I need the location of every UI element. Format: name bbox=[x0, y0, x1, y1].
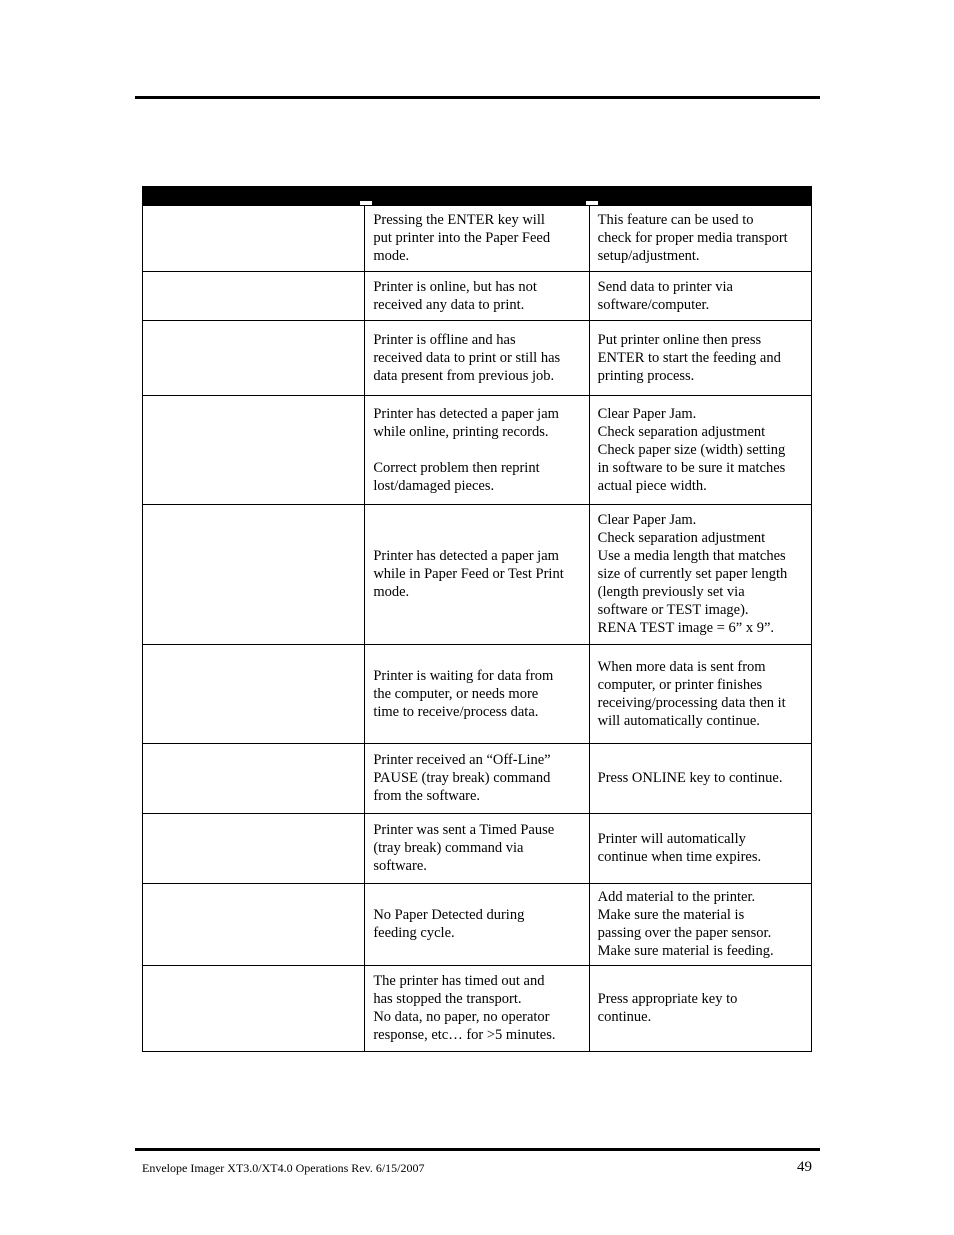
cause-cell bbox=[365, 505, 589, 645]
cause-text-line: No Paper Detected during bbox=[373, 907, 525, 923]
cause-text-line: lost/damaged pieces. bbox=[373, 477, 495, 494]
solution-cell bbox=[589, 814, 811, 884]
solution-cell bbox=[589, 645, 811, 744]
cause-text-line: Printer is waiting for data from bbox=[373, 667, 554, 684]
solution-cell bbox=[589, 272, 811, 321]
solution-text-line: Put printer online then press bbox=[597, 331, 762, 348]
solution-text-line: software or TEST image). bbox=[597, 602, 749, 618]
solution-text-line: will automatically continue. bbox=[597, 712, 760, 729]
solution-cell bbox=[589, 966, 811, 1052]
table-row bbox=[143, 206, 812, 272]
solution-text-line: Clear Paper Jam. bbox=[597, 512, 697, 528]
solution-text-line: continue when time expires. bbox=[597, 849, 762, 865]
solution-text-line: Check paper size (width) setting bbox=[597, 441, 786, 458]
table-body bbox=[143, 206, 812, 1052]
solution-text-line: receiving/processing data then it bbox=[597, 694, 786, 711]
table-header-bar bbox=[142, 186, 812, 206]
cause-text-line: data present from previous job. bbox=[373, 367, 555, 384]
cause-cell bbox=[365, 272, 589, 321]
condition-cell bbox=[143, 645, 365, 744]
cause-cell bbox=[365, 966, 589, 1052]
cause-text-line: (tray break) command via bbox=[373, 840, 524, 856]
cause-text-line: received any data to print. bbox=[373, 296, 525, 313]
solution-text-line: actual piece width. bbox=[597, 477, 707, 494]
condition-cell bbox=[143, 966, 365, 1052]
footer-rule bbox=[135, 1148, 820, 1151]
cause-text-line: response, etc… for >5 minutes. bbox=[373, 1027, 556, 1043]
solution-cell bbox=[589, 206, 811, 272]
solution-text-line: check for proper media transport bbox=[597, 230, 788, 246]
solution-text-line: Make sure the material is bbox=[597, 907, 745, 923]
cause-text-line: Printer received an “Off-Line” bbox=[373, 752, 551, 768]
cause-text-line: Printer is offline and has bbox=[373, 331, 516, 348]
solution-text-line: When more data is sent from bbox=[597, 658, 766, 675]
condition-cell bbox=[143, 505, 365, 645]
solution-text-line: Make sure material is feeding. bbox=[597, 943, 774, 959]
cause-text-line: time to receive/process data. bbox=[373, 703, 539, 720]
cause-text-line: No data, no paper, no operator bbox=[373, 1009, 550, 1025]
cause-text-line: feeding cycle. bbox=[373, 925, 455, 941]
cause-text-line: while online, printing records. bbox=[373, 423, 549, 440]
solution-text-line: printing process. bbox=[597, 367, 695, 384]
cause-text-line: the computer, or needs more bbox=[373, 685, 539, 702]
cause-text-line: while in Paper Feed or Test Print bbox=[373, 566, 564, 582]
solution-text-line: Press appropriate key to bbox=[597, 991, 738, 1007]
cause-text-line: Correct problem then reprint bbox=[373, 459, 540, 476]
solution-text-line: Printer will automatically bbox=[597, 831, 746, 847]
condition-cell bbox=[143, 206, 365, 272]
table-row bbox=[143, 884, 812, 966]
cause-text-line: put printer into the Paper Feed bbox=[373, 230, 551, 246]
table-row bbox=[143, 396, 812, 505]
solution-text-line: computer, or printer finishes bbox=[597, 676, 763, 693]
cause-text-line: The printer has timed out and bbox=[373, 973, 545, 989]
page-number: 49 bbox=[797, 1159, 812, 1175]
cause-cell bbox=[365, 744, 589, 814]
table-row bbox=[143, 744, 812, 814]
solution-text-line: This feature can be used to bbox=[597, 212, 754, 228]
solution-cell bbox=[589, 884, 811, 966]
condition-cell bbox=[143, 814, 365, 884]
cause-text-line: has stopped the transport. bbox=[373, 991, 522, 1007]
solution-cell bbox=[589, 321, 811, 396]
condition-cell bbox=[143, 321, 365, 396]
cause-text-line: mode. bbox=[373, 248, 410, 264]
cause-cell bbox=[365, 321, 589, 396]
condition-cell bbox=[143, 396, 365, 505]
solution-text-line: Add material to the printer. bbox=[597, 889, 756, 905]
solution-text-line: in software to be sure it matches bbox=[597, 459, 786, 476]
cause-cell bbox=[365, 884, 589, 966]
table-row bbox=[143, 505, 812, 645]
solution-text-line: Check separation adjustment bbox=[597, 423, 766, 440]
solution-text-line: passing over the paper sensor. bbox=[597, 925, 772, 941]
solution-text-line: setup/adjustment. bbox=[597, 248, 700, 264]
solution-text-line: Send data to printer via bbox=[597, 278, 733, 295]
cause-text-line: software. bbox=[373, 858, 427, 874]
solution-text-line: RENA TEST image = 6” x 9”. bbox=[597, 620, 775, 636]
solution-cell bbox=[589, 396, 811, 505]
solution-text-line: size of currently set paper length bbox=[597, 566, 788, 582]
solution-text-line: Check separation adjustment bbox=[597, 530, 766, 546]
cause-text-line: Printer is online, but has not bbox=[373, 278, 537, 295]
solution-text-line: software/computer. bbox=[597, 296, 710, 313]
condition-cell bbox=[143, 884, 365, 966]
solution-text-line: ENTER to start the feeding and bbox=[597, 349, 781, 366]
error-message-table bbox=[142, 205, 812, 1052]
solution-cell bbox=[589, 505, 811, 645]
solution-text-line: (length previously set via bbox=[597, 584, 745, 600]
table-row bbox=[143, 272, 812, 321]
solution-text-line: Clear Paper Jam. bbox=[597, 405, 697, 422]
solution-cell bbox=[589, 744, 811, 814]
cause-cell bbox=[365, 814, 589, 884]
cause-cell bbox=[365, 206, 589, 272]
cause-cell bbox=[365, 645, 589, 744]
cause-text-line: PAUSE (tray break) command bbox=[373, 770, 551, 786]
footer-document-title: Envelope Imager XT3.0/XT4.0 Operations Rev. 6/15/2007 bbox=[142, 1161, 425, 1175]
cause-text-line: Printer has detected a paper jam bbox=[373, 548, 559, 564]
table-row bbox=[143, 814, 812, 884]
header-rule bbox=[135, 96, 820, 99]
solution-text-line: Press ONLINE key to continue. bbox=[597, 770, 783, 786]
cause-text-line: from the software. bbox=[373, 788, 481, 804]
solution-text-line: continue. bbox=[597, 1009, 652, 1025]
table-row bbox=[143, 645, 812, 744]
condition-cell bbox=[143, 272, 365, 321]
blank-line bbox=[373, 441, 580, 459]
cause-text-line: mode. bbox=[373, 584, 410, 600]
cause-text-line: Printer has detected a paper jam bbox=[373, 405, 559, 422]
cause-text-line: received data to print or still has bbox=[373, 349, 561, 366]
solution-text-line: Use a media length that matches bbox=[597, 548, 786, 564]
table-row bbox=[143, 321, 812, 396]
cause-text-line: Printer was sent a Timed Pause bbox=[373, 822, 555, 838]
cause-cell bbox=[365, 396, 589, 505]
condition-cell bbox=[143, 744, 365, 814]
cause-text-line: Pressing the ENTER key will bbox=[373, 212, 545, 228]
table-row bbox=[143, 966, 812, 1052]
